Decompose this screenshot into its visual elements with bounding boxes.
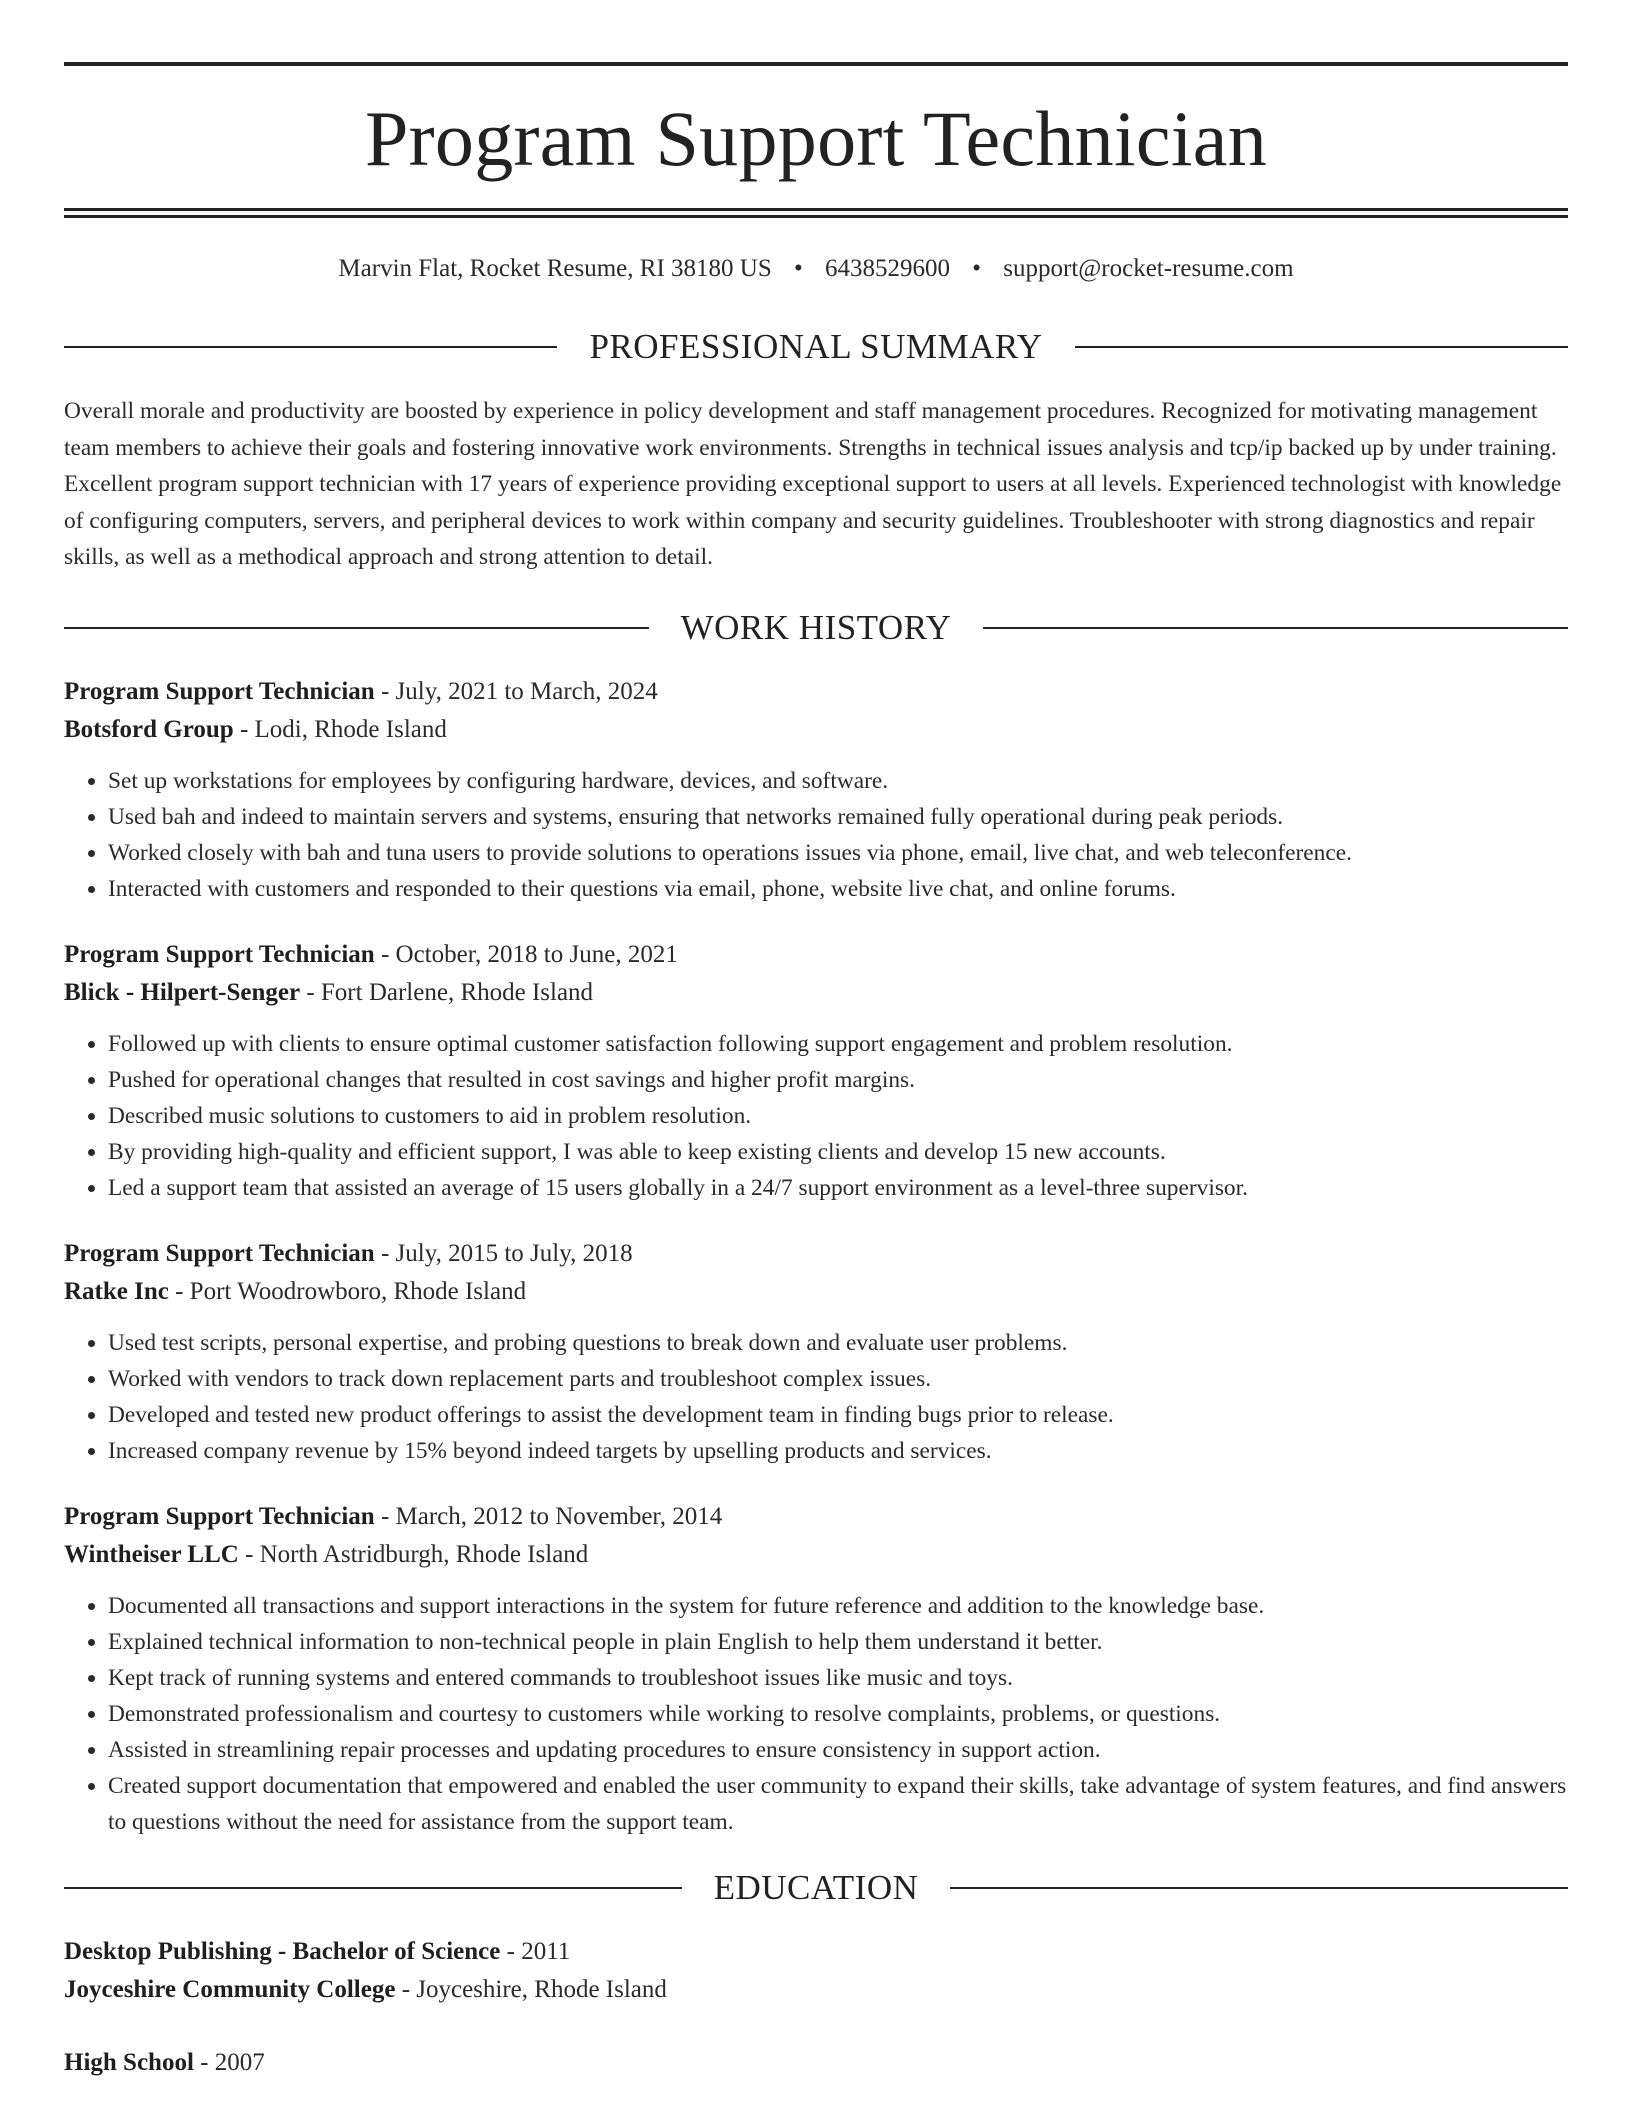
job-bullet: • Assisted in streamlining repair processes and updating procedures to ensure consistency in support action. [108,1732,1568,1768]
job-company-line [64,974,1568,1013]
job-location: - Port Woodrowboro, Rhode Island [168,1278,527,1305]
job-bullet: • Led a support team that assisted an average of 15 users globally in a 24/7 support environment as a level-three supervisor. [108,1170,1568,1206]
job-bullet: • Used test scripts, personal expertise, and probing questions to break down and evaluate user problems. [108,1325,1568,1361]
contact-separator: • [793,255,803,282]
job-entry [64,1498,1568,1840]
resume-title: Program Support Technician [364,95,1268,182]
job-title-line [64,936,1568,975]
job-company: Botsford Group [64,716,234,743]
summary-heading: PROFESSIONAL SUMMARY [589,327,1043,366]
job-bullet: • Worked closely with bah and tuna users to provide solutions to operations issues via phone, email, live chat, and web teleconference. [108,835,1568,871]
job-company-line [64,1536,1568,1575]
contact-address: Marvin Flat, Rocket Resume, RI 38180 US [338,255,772,282]
education-heading: EDUCATION [713,1867,919,1907]
job-title-line [64,673,1568,712]
job-location: - North Astridburgh, Rhode Island [238,1541,589,1568]
job-bullet: • Used bah and indeed to maintain servers and systems, ensuring that networks remained fully operational during peak periods. [108,799,1568,835]
job-entry [64,673,1568,907]
contact-email: support@rocket-resume.com [1003,255,1294,282]
contact-line [64,255,1568,283]
education-school-line [64,1971,1568,2010]
job-bullet: • Demonstrated professionalism and courtesy to customers while working to resolve complaints, problems, or questions. [108,1696,1568,1732]
job-company: Wintheiser LLC [64,1541,239,1568]
job-title: Program Support Technician [64,940,375,968]
job-entry [64,936,1568,1206]
work-history-list [64,673,1568,1840]
job-bullet: • Created support documentation that empowered and enabled the user community to expand their skills, take advantage of system features, and find answers to questions without the need for assistance from the support team. [108,1768,1568,1840]
job-bullets [64,1026,1568,1206]
job-company-line [64,1273,1568,1312]
job-bullet: • Kept track of running systems and entered commands to troubleshoot issues like music and toys. [108,1660,1568,1696]
job-bullet: • Documented all transactions and support interactions in the system for future reference and addition to the knowledge base. [108,1588,1568,1624]
heading-rule-left [64,627,649,629]
education-degree-line [64,1933,1568,1972]
education-degree: High School [64,2048,194,2076]
work-heading: WORK HISTORY [680,607,952,647]
heading-rule-right [950,1887,1568,1889]
job-location: - Lodi, Rhode Island [233,716,447,743]
education-degree: Desktop Publishing - Bachelor of Science [64,1937,501,1965]
contact-phone: 6438529600 [825,255,950,282]
title-double-rule [64,208,1568,218]
education-year: - 2011 [500,1937,571,1965]
education-section-heading [64,1868,1568,1908]
job-location: - Fort Darlene, Rhode Island [300,979,594,1006]
job-bullets [64,1325,1568,1469]
work-section-heading [64,608,1568,648]
job-bullets [64,1588,1568,1840]
education-entry [64,2044,1568,2083]
job-bullet: • Worked with vendors to track down replacement parts and troubleshoot complex issues. [108,1361,1568,1397]
summary-section-heading [64,327,1568,367]
job-dates: - October, 2018 to June, 2021 [374,940,678,968]
job-bullet: • Followed up with clients to ensure optimal customer satisfaction following support engagement and problem resolution. [108,1026,1568,1062]
job-bullets [64,763,1568,907]
contact-separator: • [972,255,982,282]
job-title: Program Support Technician [64,1502,375,1530]
job-title-line [64,1498,1568,1537]
job-title: Program Support Technician [64,677,375,705]
job-title: Program Support Technician [64,1239,375,1267]
summary-text: Overall morale and productivity are boosted by experience in policy development and staff management procedures. Recognized for motivating management team members to achieve their goals and fostering innovative work environments. Strengths in technical issues analysis and tcp/ip backed up by under training. Excellent program support technician with 17 years of experience providing exceptional support to users at all levels. Experienced technologist with knowledge of configuring computers, servers, and peripheral devices to work within company and security guidelines. Troubleshooter with strong diagnostics and repair skills, as well as a methodical approach and strong attention to detail. [64,398,1562,570]
job-company: Ratke Inc [64,1278,169,1305]
job-bullet: • Increased company revenue by 15% beyond indeed targets by upselling products and services. [108,1433,1568,1469]
top-rule [64,62,1568,66]
job-bullet: • Described music solutions to customers to aid in problem resolution. [108,1098,1568,1134]
job-dates: - July, 2015 to July, 2018 [374,1239,633,1267]
job-bullet: • By providing high-quality and efficient support, I was able to keep existing clients and develop 15 new accounts. [108,1134,1568,1170]
education-year: - 2007 [193,2048,265,2076]
heading-rule-right [983,627,1568,629]
education-entry [64,1933,1568,2010]
job-bullet: • Developed and tested new product offerings to assist the development team in finding bugs prior to release. [108,1397,1568,1433]
education-school: Joyceshire Community College [64,1976,396,2003]
job-title-line [64,1235,1568,1274]
education-degree-line [64,2044,1568,2083]
job-dates: - March, 2012 to November, 2014 [374,1502,723,1530]
heading-rule-left [64,1887,682,1889]
heading-rule-right [1075,346,1568,348]
education-location: - Joyceshire, Rhode Island [395,1976,667,2003]
job-company-line [64,711,1568,750]
job-company: Blick - Hilpert-Senger [64,979,301,1006]
heading-rule-left [64,346,557,348]
job-bullet: • Set up workstations for employees by configuring hardware, devices, and software. [108,763,1568,799]
job-bullet: • Pushed for operational changes that resulted in cost savings and higher profit margins. [108,1062,1568,1098]
job-bullet: • Explained technical information to non-technical people in plain English to help them understand it better. [108,1624,1568,1660]
job-entry [64,1235,1568,1469]
job-dates: - July, 2021 to March, 2024 [374,677,658,705]
job-bullet: • Interacted with customers and responded to their questions via email, phone, website live chat, and online forums. [108,871,1568,907]
